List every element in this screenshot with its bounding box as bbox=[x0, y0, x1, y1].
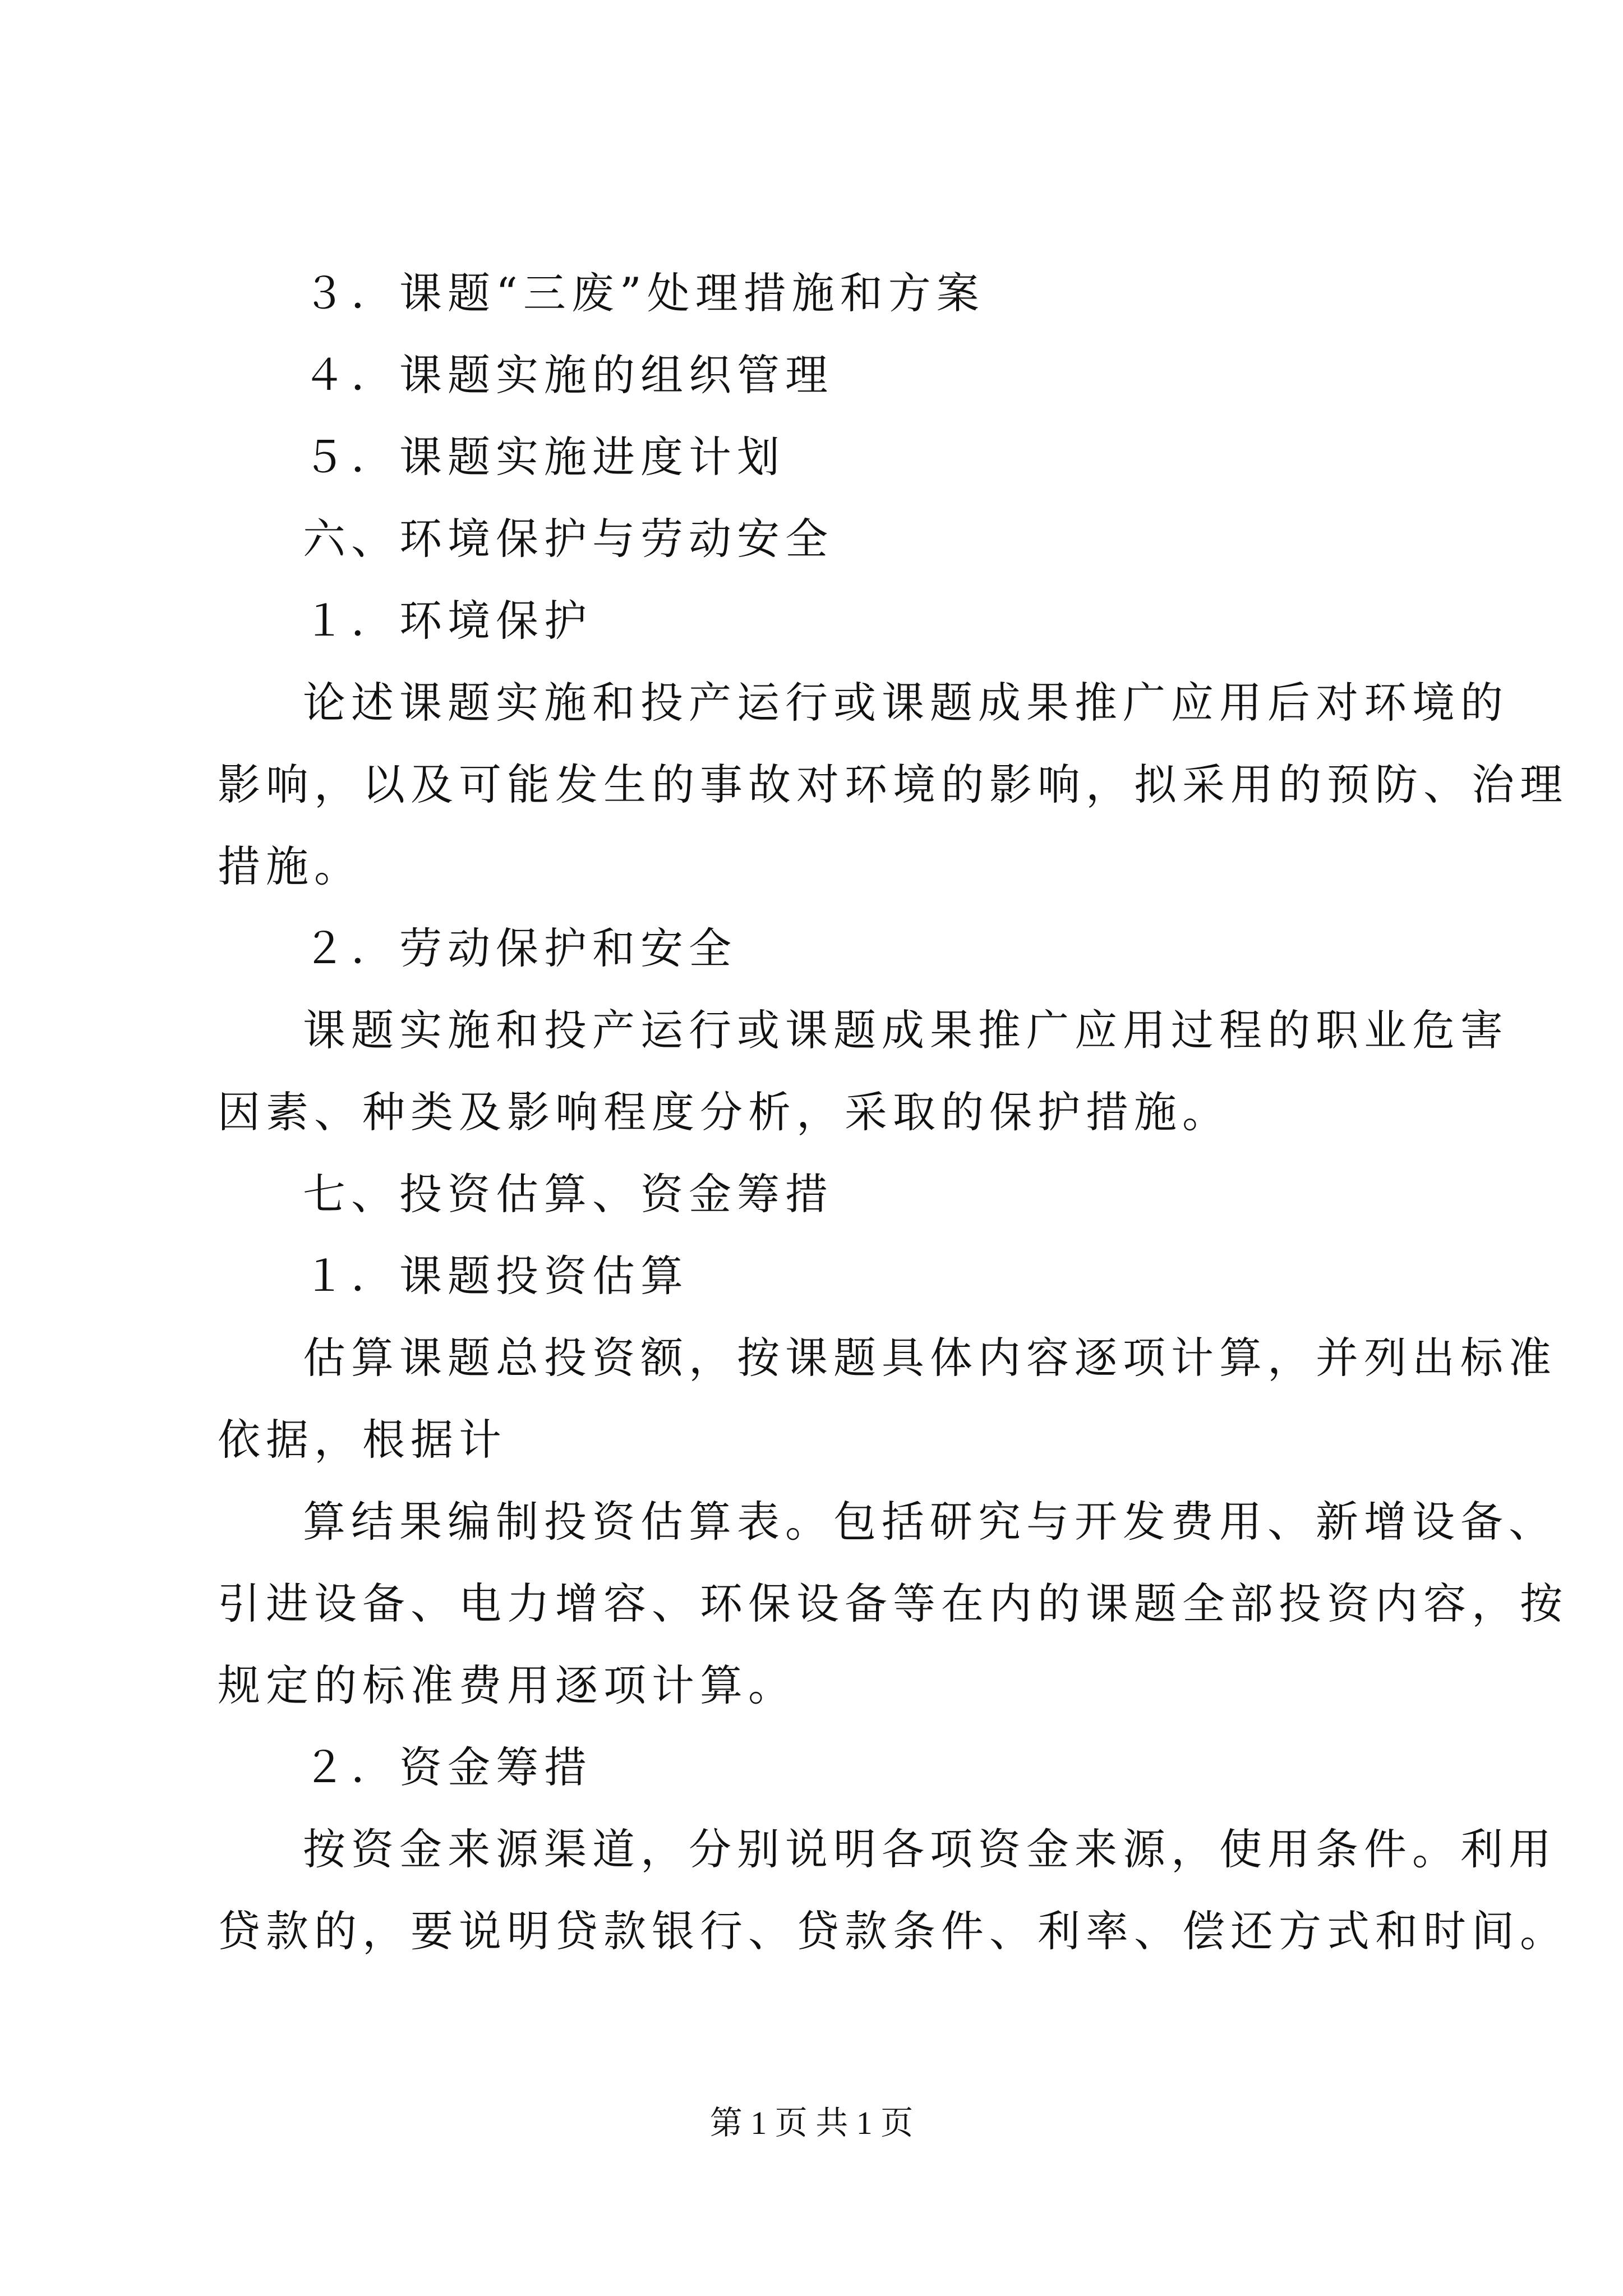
subsection-heading: １．课题投资估算 bbox=[303, 1251, 689, 1301]
body-line: ４．课题实施的组织管理 bbox=[303, 350, 833, 400]
body-line: 措施。 bbox=[218, 841, 362, 891]
body-line: 因素、种类及影响程度分析，采取的保护措施。 bbox=[218, 1087, 1230, 1137]
body-line: 贷款的，要说明贷款银行、贷款条件、利率、偿还方式和时间。 bbox=[218, 1906, 1568, 1956]
body-line: 论述课题实施和投产运行或课题成果推广应用后对环境的 bbox=[303, 678, 1509, 728]
body-line: 依据，根据计 bbox=[218, 1415, 507, 1465]
body-line: 算结果编制投资估算表。包括研究与开发费用、新增设备、 bbox=[303, 1497, 1557, 1547]
body-line: ３．课题“三废”处理措施和方案 bbox=[303, 268, 985, 318]
section-heading: 七、投资估算、资金筹措 bbox=[303, 1169, 833, 1219]
body-line: 影响，以及可能发生的事故对环境的影响，拟采用的预防、治理 bbox=[218, 760, 1568, 809]
body-line: 按资金来源渠道，分别说明各项资金来源，使用条件。利用 bbox=[303, 1824, 1557, 1874]
page-number-label: 第 1 页 共 1 页 bbox=[709, 2105, 914, 2141]
section-heading: 六、环境保护与劳动安全 bbox=[303, 514, 833, 564]
body-line: 课题实施和投产运行或课题成果推广应用过程的职业危害 bbox=[303, 1005, 1509, 1055]
document-body bbox=[218, 252, 1568, 1972]
subsection-heading: ２．劳动保护和安全 bbox=[303, 923, 737, 973]
page-footer bbox=[0, 2101, 1623, 2146]
body-line: 规定的标准费用逐项计算。 bbox=[218, 1660, 796, 1710]
subsection-heading: ２．资金筹措 bbox=[303, 1742, 592, 1792]
body-line: ５．课题实施进度计划 bbox=[303, 432, 785, 482]
body-line: 引进设备、电力增容、环保设备等在内的课题全部投资内容，按 bbox=[218, 1579, 1568, 1628]
subsection-heading: １．环境保护 bbox=[303, 596, 592, 646]
body-line: 估算课题总投资额，按课题具体内容逐项计算，并列出标准 bbox=[303, 1333, 1557, 1383]
